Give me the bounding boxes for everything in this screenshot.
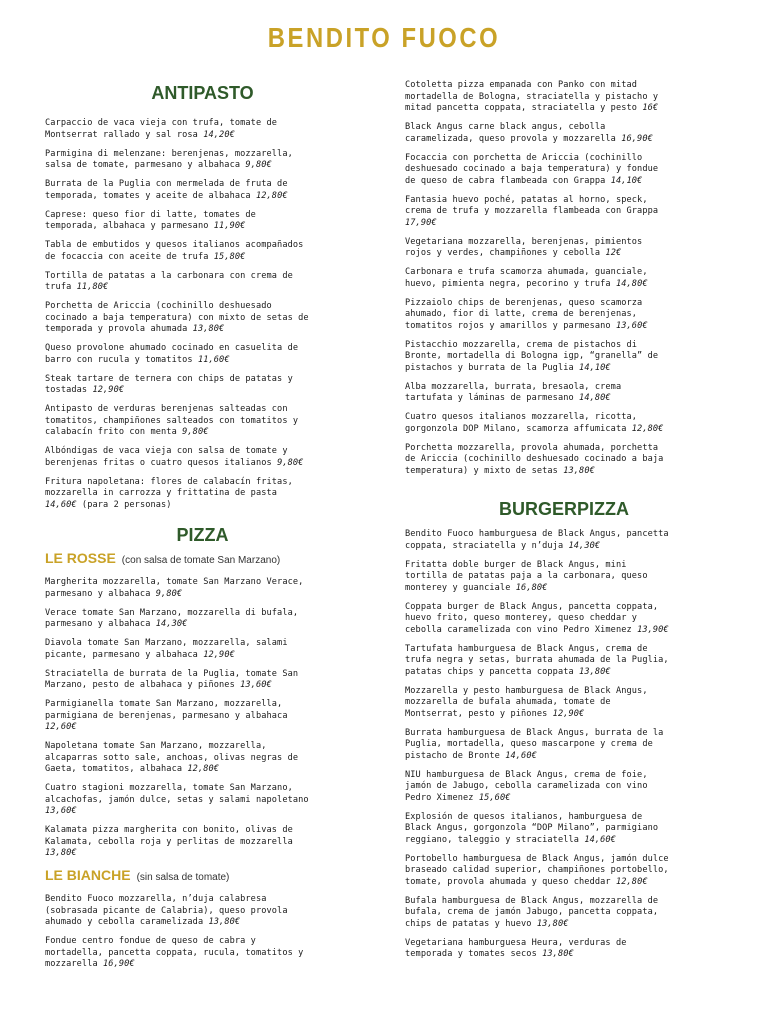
menu-item-price: 16,80€ — [515, 582, 548, 593]
menu-item-description: Parmigina di melenzane: berenjenas, mozzarella, salsa de tomate, parmesano y albahaca — [45, 148, 293, 170]
menu-item-price: 16€ — [642, 103, 659, 113]
menu-item-description: Cuatro stagioni mozzarella, tomate San Marzano, alcachofas, jamón dulce, setas y salami napoletano — [45, 783, 309, 805]
menu-item — [405, 382, 723, 405]
menu-item — [405, 443, 723, 478]
menu-item-price: 16,90€ — [621, 133, 653, 144]
menu-item — [405, 340, 723, 375]
menu-item — [45, 825, 360, 860]
menu-item-price: 14,60€ — [45, 499, 77, 510]
menu-item-description: Coppata burger de Black Angus, pancetta coppata, huevo frito, queso monterey, queso cheddar y cebolla caramelizada con vino Pedro Ximenez — [405, 601, 659, 635]
menu-item — [405, 602, 723, 637]
menu-item — [405, 122, 723, 145]
menu-item-price: 12,90€ — [92, 385, 125, 395]
menu-item-price: 12,80€ — [631, 423, 664, 434]
menu-item-price: 9,80€ — [245, 160, 272, 170]
menu-item-description: Carbonara e trufa scamorza ahumada, guanciale, huevo, pimienta negra, pecorino y trufa — [405, 267, 648, 289]
menu-item-note: (para 2 personas) — [76, 499, 172, 510]
menu-item-price: 9,80€ — [155, 588, 183, 599]
menu-item-description: Vegetariana mozzarella, berenjenas, pimientos rojos y verdes, champiñones y cebolla — [405, 236, 643, 258]
menu-item-price: 14,60€ — [584, 834, 616, 845]
menu-item — [45, 118, 360, 141]
menu-item-description: Alba mozzarella, burrata, bresaola, crema tartufata y láminas de parmesano — [405, 381, 622, 403]
menu-item-description: Fondue centro fondue de queso de cabra y mortadella, pancetta coppata, rucula, tomatitos y mozzarella — [45, 936, 304, 969]
menu-item — [405, 728, 723, 763]
menu-item-price: 14,20€ — [203, 129, 235, 140]
menu-item-description: Margherita mozzarella, tomate San Marzano Verace, parmesano y albahaca — [45, 577, 304, 599]
le-bianche-name: LE BIANCHE — [45, 867, 131, 883]
pizza-continued-list — [405, 80, 723, 477]
menu-item — [405, 896, 723, 931]
menu-item — [405, 298, 723, 333]
menu-item-price: 12,90€ — [203, 649, 235, 660]
menu-item — [45, 240, 360, 263]
menu-item-price: 13,60€ — [615, 320, 648, 331]
menu-item-description: Porchetta de Ariccia (cochinillo deshuesado cocinado a baja temperatura) con mixto de setas de temporada y provola ahumada — [45, 301, 309, 334]
menu-item-price: 12,80€ — [255, 190, 288, 201]
menu-item-description: Pizzaiolo chips de berenjenas, queso scamorza ahumado, fior di latte, crema de berenjenas, tomatitos rojos y amarillos y parmesano — [405, 297, 643, 331]
menu-item-description: Portobello hamburguesa de Black Angus, jamón dulce braseado calidad superior, champiñones portobello, tomate, provola ahumada y queso cheddar — [405, 853, 669, 887]
menu-item-price: 13,80€ — [208, 917, 241, 927]
menu-item-description: Burrata hamburguesa de Black Angus, burrata de la Puglia, mortadella, queso mascarpone y crema de pistacho de Bronte — [405, 727, 664, 761]
le-bianche-list — [45, 894, 360, 971]
menu-item-price: 12,90€ — [552, 708, 585, 719]
pizza-title: PIZZA — [176, 525, 229, 545]
menu-item-description: Vegetariana hamburguesa Heura, verduras de temporada y tomates secos — [405, 937, 627, 959]
menu-item-price: 13,90€ — [637, 624, 669, 635]
menu-item-description: Mozzarella y pesto hamburguesa de Black Angus, mozzarella de bufala ahumada, tomate de Montserrat, pesto y piñones — [405, 685, 648, 719]
menu-item-price: 13,80€ — [579, 666, 611, 677]
menu-item — [405, 854, 723, 889]
menu-item-price: 13,80€ — [536, 918, 569, 929]
menu-item — [45, 404, 360, 439]
le-rosse-name: LE ROSSE — [45, 550, 116, 566]
menu-item — [405, 267, 723, 290]
menu-item-price: 9,80€ — [182, 427, 209, 437]
menu-item-description: Burrata de la Puglia con mermelada de fruta de temporada, tomates y aceite de albahaca — [45, 179, 288, 201]
menu-item — [45, 936, 360, 971]
menu-item — [405, 770, 723, 805]
menu-item-price: 15,80€ — [213, 251, 246, 262]
le-rosse-note: (con salsa de tomate San Marzano) — [121, 555, 281, 566]
menu-item — [45, 301, 360, 336]
menu-item — [45, 343, 360, 366]
le-rosse-list — [45, 577, 360, 860]
menu-item-price: 15,60€ — [478, 792, 511, 803]
menu-item — [45, 741, 360, 776]
menu-item-price: 12€ — [605, 248, 622, 258]
menu-item-description: Porchetta mozzarella, provola ahumada, porchetta de Ariccia (cochinillo deshuesado cocinado a baja temperatura) y mixto de setas — [405, 442, 664, 476]
menu-item-price: 14,30€ — [155, 619, 188, 629]
menu-item-description: Focaccia con porchetta de Ariccia (cochinillo deshuesado cocinado a baja temperatura) y fondue de queso de cabra flambeada con Grappa — [405, 152, 659, 186]
menu-item-description: Queso provolone ahumado cocinado en casuelita de barro con rucula y tomatitos — [45, 343, 299, 365]
menu-item-price: 17,90€ — [405, 217, 437, 228]
menu-item — [405, 153, 723, 188]
burgerpizza-title: BURGERPIZZA — [499, 499, 629, 519]
menu-item-description: Verace tomate San Marzano, mozzarella di bufala, parmesano y albahaca — [45, 607, 299, 629]
menu-item — [405, 686, 723, 721]
menu-item — [405, 644, 723, 679]
menu-item-price: 13,60€ — [45, 806, 77, 816]
right-column — [405, 80, 723, 968]
menu-item-price: 13,80€ — [45, 848, 77, 858]
menu-item-description: Bufala hamburguesa de Black Angus, mozzarella de bufala, crema de jamón Jabugo, pancetta coppata, chips de patatas y huevo — [405, 895, 659, 929]
burgerpizza-list — [405, 529, 723, 961]
menu-item-price: 12,80€ — [187, 764, 220, 774]
menu-item-description: NIU hamburguesa de Black Angus, crema de foie, jamón de Jabugo, cebolla caramelizada con vino Pedro Ximenez — [405, 769, 648, 803]
menu-item-description: Tartufata hamburguesa de Black Angus, crema de trufa negra y setas, burrata ahumada de la Puglia, patatas chips y pancetta coppata — [405, 643, 669, 677]
menu-item-price: 13,80€ — [563, 465, 595, 476]
menu-item — [45, 608, 360, 631]
menu-item-description: Diavola tomate San Marzano, mozzarella, salami picante, parmesano y albahaca — [45, 638, 288, 660]
menu-item-description: Caprese: queso fior di latte, tomates de temporada, albahaca y parmesano — [45, 209, 256, 231]
menu-item — [405, 812, 723, 847]
menu-item — [405, 529, 723, 552]
menu-item — [405, 237, 723, 260]
menu-item-price: 12,60€ — [45, 722, 77, 732]
menu-item-description: Kalamata pizza margherita con bonito, olivas de Kalamata, cebolla roja y perlitas de mozzarella — [45, 825, 293, 847]
menu-item-price: 9,80€ — [277, 457, 304, 468]
le-bianche-heading — [45, 867, 360, 885]
menu-item — [45, 669, 360, 692]
menu-item-price: 14,30€ — [568, 540, 601, 551]
antipasto-title: ANTIPASTO — [151, 83, 254, 103]
menu-item-description: Albóndigas de vaca vieja con salsa de tomate y berenjenas fritas o cuatro quesos italianos — [45, 446, 288, 468]
menu-item — [405, 938, 723, 961]
restaurant-title: BENDITO FUOCO — [267, 22, 501, 53]
menu-item-price: 14,10€ — [579, 362, 611, 373]
menu-item-description: Straciatella de burrata de la Puglia, tomate San Marzano, pesto de albahaca y piñones — [45, 668, 299, 690]
menu-item-description: Explosión de quesos italianos, hamburguesa de Black Angus, gorgonzola “DOP Milano”, parmigiano reggiano, taleggio y straciatella — [405, 811, 659, 845]
menu-item-price: 11,80€ — [76, 282, 109, 292]
menu-item-description: Napoletana tomate San Marzano, mozzarella, alcaparras sotto sale, anchoas, olivas negras de Gaeta, tomatitos, albahaca — [45, 741, 299, 774]
menu-item-description: Antipasto de verduras berenjenas salteadas con tomatitos, champiñones salteados con tomatitos y calabacín frito con menta — [45, 404, 299, 437]
menu-item — [45, 374, 360, 397]
menu-item — [45, 271, 360, 294]
menu-item-price: 13,80€ — [192, 324, 225, 334]
menu-item-price: 11,90€ — [213, 221, 246, 231]
menu-item-price: 12,80€ — [615, 876, 648, 887]
menu-item — [405, 195, 723, 230]
menu-item — [45, 699, 360, 734]
menu-item-price: 14,60€ — [505, 750, 537, 761]
menu-item-price: 14,80€ — [615, 278, 648, 289]
menu-item-price: 16,90€ — [103, 959, 135, 969]
menu-item-description: Tabla de embutidos y quesos italianos acompañados de focaccia con aceite de trufa — [45, 240, 304, 262]
menu-item — [45, 577, 360, 600]
menu-item — [45, 149, 360, 172]
menu-item-description: Tortilla de patatas a la carbonara con crema de trufa — [45, 270, 293, 292]
menu-item — [405, 80, 723, 115]
menu-item-description: Bendito Fuoco mozzarella, n’duja calabresa (sobrasada picante de Calabria), queso provola ahumado y cebolla caramelizada — [45, 894, 288, 927]
menu-item — [405, 560, 723, 595]
menu-item — [45, 783, 360, 818]
menu-item-description: Pistacchio mozzarella, crema de pistachos di Bronte, mortadella di Bologna igp, “granella” de pistachos y burrata de la Puglia — [405, 339, 659, 373]
menu-item-price: 13,80€ — [542, 949, 574, 959]
menu-item — [45, 638, 360, 661]
menu-item-price: 11,60€ — [197, 354, 230, 365]
left-column — [45, 83, 360, 978]
menu-item — [45, 477, 360, 512]
menu-item-description: Fantasia huevo poché, patatas al horno, speck, crema de trufa y mozzarella flambeada con Grappa — [405, 194, 659, 216]
menu-item-description: Cuatro quesos italianos mozzarella, ricotta, gorgonzola DOP Milano, scamorza affumicata — [405, 412, 638, 434]
menu-item — [45, 446, 360, 469]
antipasto-list — [45, 118, 360, 511]
menu-item-description: Fritura napoletana: flores de calabacín fritas, mozzarella in carrozza y frittatina de pasta — [45, 476, 293, 498]
menu-item-description: Fritatta doble burger de Black Angus, mini tortilla de patatas paja a la carbonara, queso monterey y guanciale — [405, 559, 648, 593]
menu-item-price: 13,60€ — [240, 680, 272, 690]
menu-item-description: Parmigianella tomate San Marzano, mozzarella, parmigiana de berenjenas, parmesano y albahaca — [45, 699, 288, 721]
menu-item-price: 14,10€ — [610, 175, 643, 186]
menu-item-description: Steak tartare de ternera con chips de patatas y tostadas — [45, 373, 293, 395]
menu-item — [45, 894, 360, 929]
le-rosse-heading — [45, 550, 360, 568]
menu-item-description: Cotoletta pizza empanada con Panko con mitad mortadella de Bologna, straciatella y pistacho y mitad pancetta coppata, straciatella y pesto — [405, 80, 659, 113]
menu-item-description: Black Angus carne black angus, cebolla caramelizada, queso provola y mozzarella — [405, 122, 616, 144]
menu-item-price: 14,80€ — [579, 393, 611, 403]
menu-item — [405, 412, 723, 435]
menu-item-description: Carpaccio de vaca vieja con trufa, tomate de Montserrat rallado y sal rosa — [45, 118, 278, 140]
menu-item — [45, 210, 360, 233]
menu-item — [45, 179, 360, 202]
le-bianche-note: (sin salsa de tomate) — [136, 872, 230, 883]
menu-item-description: Bendito Fuoco hamburguesa de Black Angus, pancetta coppata, straciatella y n’duja — [405, 529, 669, 551]
